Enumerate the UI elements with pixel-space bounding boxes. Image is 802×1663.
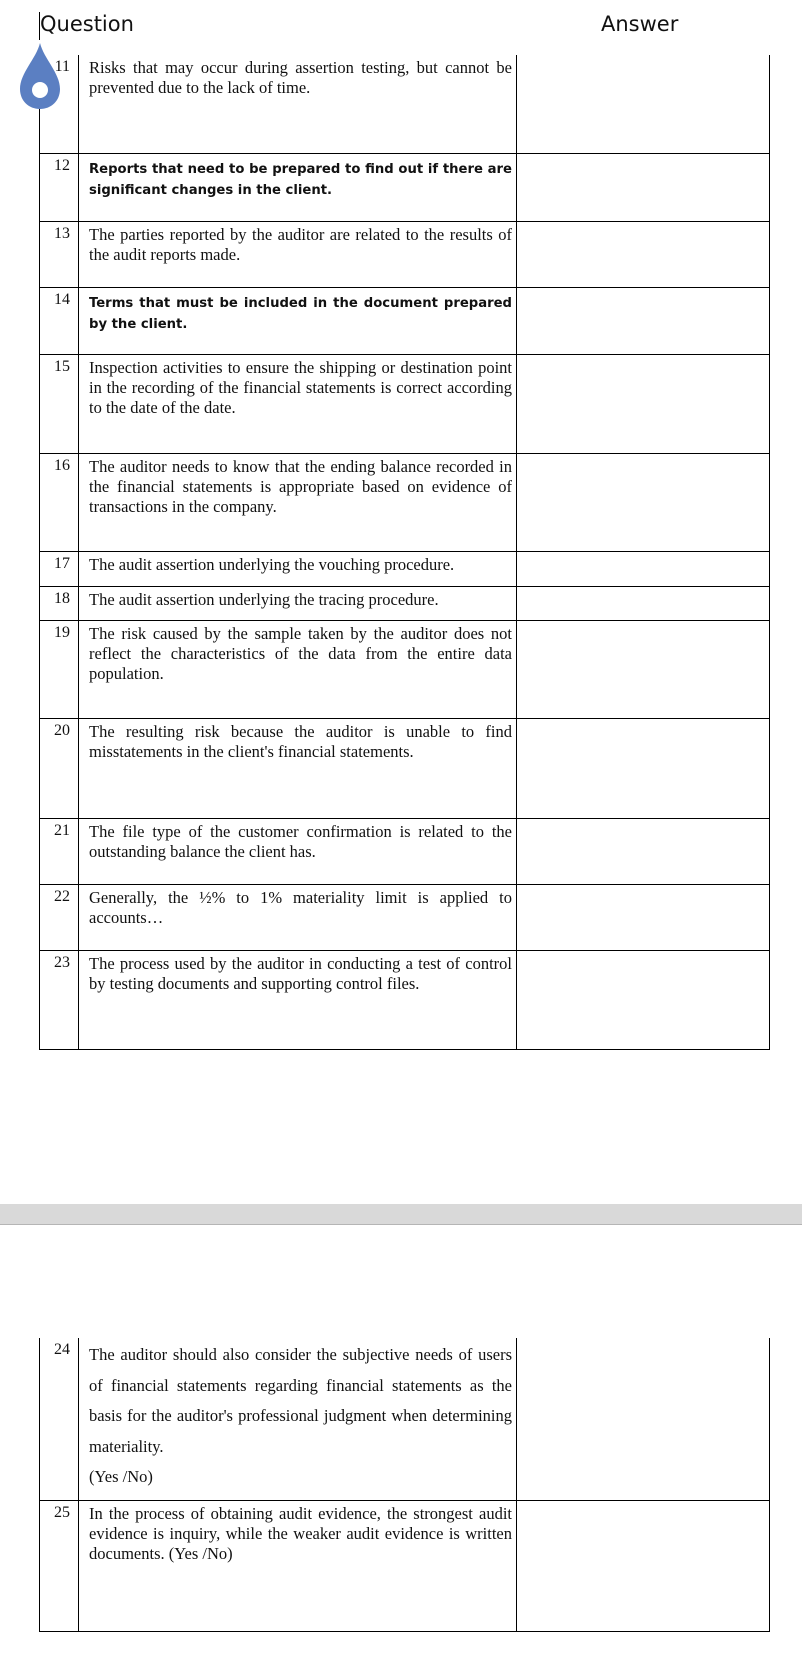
answer-cell[interactable] [517, 950, 770, 1049]
question-number: 20 [40, 718, 79, 818]
table-row [40, 586, 770, 620]
question-number: 23 [40, 950, 79, 1049]
answer-cell[interactable] [517, 884, 770, 950]
answer-cell[interactable] [517, 620, 770, 718]
question-text: The audit assertion underlying the vouching procedure. [79, 551, 517, 586]
drop-shape [20, 43, 60, 109]
question-number: 12 [40, 153, 79, 221]
question-text: Reports that need to be prepared to find out if there are significant changes in the client. [79, 153, 517, 221]
question-number: 24 [40, 1338, 79, 1500]
question-table-page1 [39, 55, 770, 1050]
table-row [40, 884, 770, 950]
question-number: 16 [40, 453, 79, 551]
question-text: The parties reported by the auditor are related to the results of the audit reports made. [79, 221, 517, 287]
question-text: The resulting risk because the auditor is unable to find misstatements in the client's financial statements. [79, 718, 517, 818]
table-row [40, 221, 770, 287]
answer-cell[interactable] [517, 153, 770, 221]
table-row [40, 453, 770, 551]
question-number: 21 [40, 818, 79, 884]
question-text: Inspection activities to ensure the shipping or destination point in the recording of the financial statements is correct according to the date of the date. [79, 354, 517, 453]
answer-cell[interactable] [517, 1338, 770, 1500]
table-row [40, 1338, 770, 1500]
table-row [40, 818, 770, 884]
answer-cell[interactable] [517, 718, 770, 818]
question-number: 11 [40, 55, 79, 153]
question-number: 19 [40, 620, 79, 718]
question-text: The audit assertion underlying the tracing procedure. [79, 586, 517, 620]
question-text: The risk caused by the sample taken by the auditor does not reflect the characteristics of the data from the entire data population. [79, 620, 517, 718]
question-number: 13 [40, 221, 79, 287]
yes-no-suffix: (Yes /No) [89, 1467, 153, 1486]
question-text: The file type of the customer confirmation is related to the outstanding balance the client has. [79, 818, 517, 884]
question-number: 15 [40, 354, 79, 453]
question-number: 22 [40, 884, 79, 950]
question-number: 25 [40, 1500, 79, 1631]
question-text: The process used by the auditor in conducting a test of control by testing documents and supporting control files. [79, 950, 517, 1049]
question-number: 17 [40, 551, 79, 586]
table-row [40, 287, 770, 354]
question-text: The auditor needs to know that the ending balance recorded in the financial statements is appropriate based on evidence of transactions in the company. [79, 453, 517, 551]
answer-cell[interactable] [517, 586, 770, 620]
table-row [40, 153, 770, 221]
answer-cell[interactable] [517, 221, 770, 287]
question-text: Terms that must be included in the document prepared by the client. [79, 287, 517, 354]
table-row [40, 1500, 770, 1631]
question-text: Generally, the ½% to 1% materiality limit is applied to accounts… [79, 884, 517, 950]
table-row [40, 718, 770, 818]
question-table-page2 [39, 1338, 770, 1632]
answer-cell[interactable] [517, 287, 770, 354]
answer-cell[interactable] [517, 818, 770, 884]
answer-cell[interactable] [517, 551, 770, 586]
answer-cell[interactable] [517, 354, 770, 453]
water-drop-icon [20, 43, 60, 109]
answer-cell[interactable] [517, 453, 770, 551]
drop-highlight [32, 82, 48, 98]
answer-cell[interactable] [517, 55, 770, 153]
page-break-band [0, 1204, 802, 1225]
answer-header: Answer [601, 12, 679, 36]
question-body: The auditor should also consider the subjective needs of users of financial statements regarding financial statements as the basis for the auditor's professional judgment when determining materiality. [89, 1345, 512, 1456]
question-header: Question [40, 12, 134, 36]
answer-cell[interactable] [517, 1500, 770, 1631]
table-row [40, 950, 770, 1049]
question-number: 18 [40, 586, 79, 620]
question-text [79, 1338, 517, 1500]
question-text: Risks that may occur during assertion testing, but cannot be prevented due to the lack of time. [79, 55, 517, 153]
table-row [40, 55, 770, 153]
table-row [40, 354, 770, 453]
question-text: In the process of obtaining audit evidence, the strongest audit evidence is inquiry, while the weaker audit evidence is written documents. (Yes /No) [79, 1500, 517, 1631]
table-row [40, 620, 770, 718]
question-number: 14 [40, 287, 79, 354]
table-row [40, 551, 770, 586]
